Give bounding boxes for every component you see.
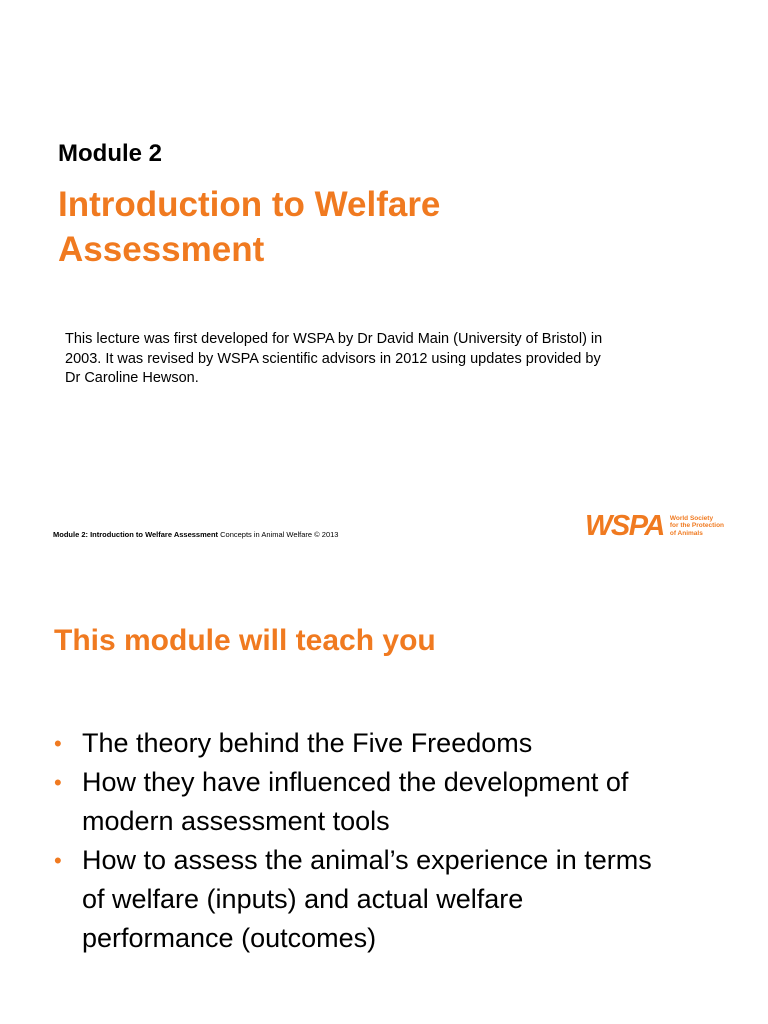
credit-line: Dr Caroline Hewson.	[65, 370, 199, 386]
bullet-icon: •	[54, 731, 62, 756]
slide-footer	[53, 530, 338, 540]
list-item	[54, 724, 734, 763]
bullet-line: The theory behind the Five Freedoms	[82, 728, 533, 758]
bullet-line: How they have influenced the development of	[82, 767, 629, 797]
credit-line: This lecture was first developed for WSPA by Dr David Main (University of Bristol) in	[65, 331, 603, 347]
wspa-logo-mark: WSPA	[585, 510, 664, 542]
slide-title	[58, 182, 698, 272]
bullet-line: performance (outcomes)	[82, 923, 377, 953]
footer-copyright: Concepts in Animal Welfare © 2013	[218, 530, 339, 539]
objectives-slide	[0, 576, 768, 1024]
module-label: Module 2	[58, 140, 163, 167]
logo-text-line: World Society	[669, 514, 714, 522]
slide-title-line: Assessment	[58, 230, 265, 269]
logo-text-line: for the Protection	[669, 522, 725, 530]
slide-title-line: Introduction to Welfare	[58, 185, 441, 224]
bullet-line: modern assessment tools	[82, 806, 390, 836]
section-heading: This module will teach you	[54, 624, 436, 657]
credit-paragraph	[65, 330, 685, 389]
bullet-line: of welfare (inputs) and actual welfare	[82, 884, 524, 914]
wspa-logo	[585, 510, 732, 542]
bullet-icon: •	[54, 770, 62, 795]
footer-module-title: Module 2: Introduction to Welfare Assessment	[53, 530, 219, 539]
credit-line: 2003. It was revised by WSPA scientific advisors in 2012 using updates provided by	[65, 350, 601, 367]
list-item	[54, 841, 734, 958]
bullet-line: How to assess the animal’s experience in terms	[82, 845, 652, 875]
logo-text-line: of Animals	[669, 529, 703, 537]
wspa-logo-text	[670, 515, 732, 538]
bullet-list	[54, 724, 734, 958]
bullet-icon: •	[54, 848, 62, 873]
list-item	[54, 763, 734, 841]
